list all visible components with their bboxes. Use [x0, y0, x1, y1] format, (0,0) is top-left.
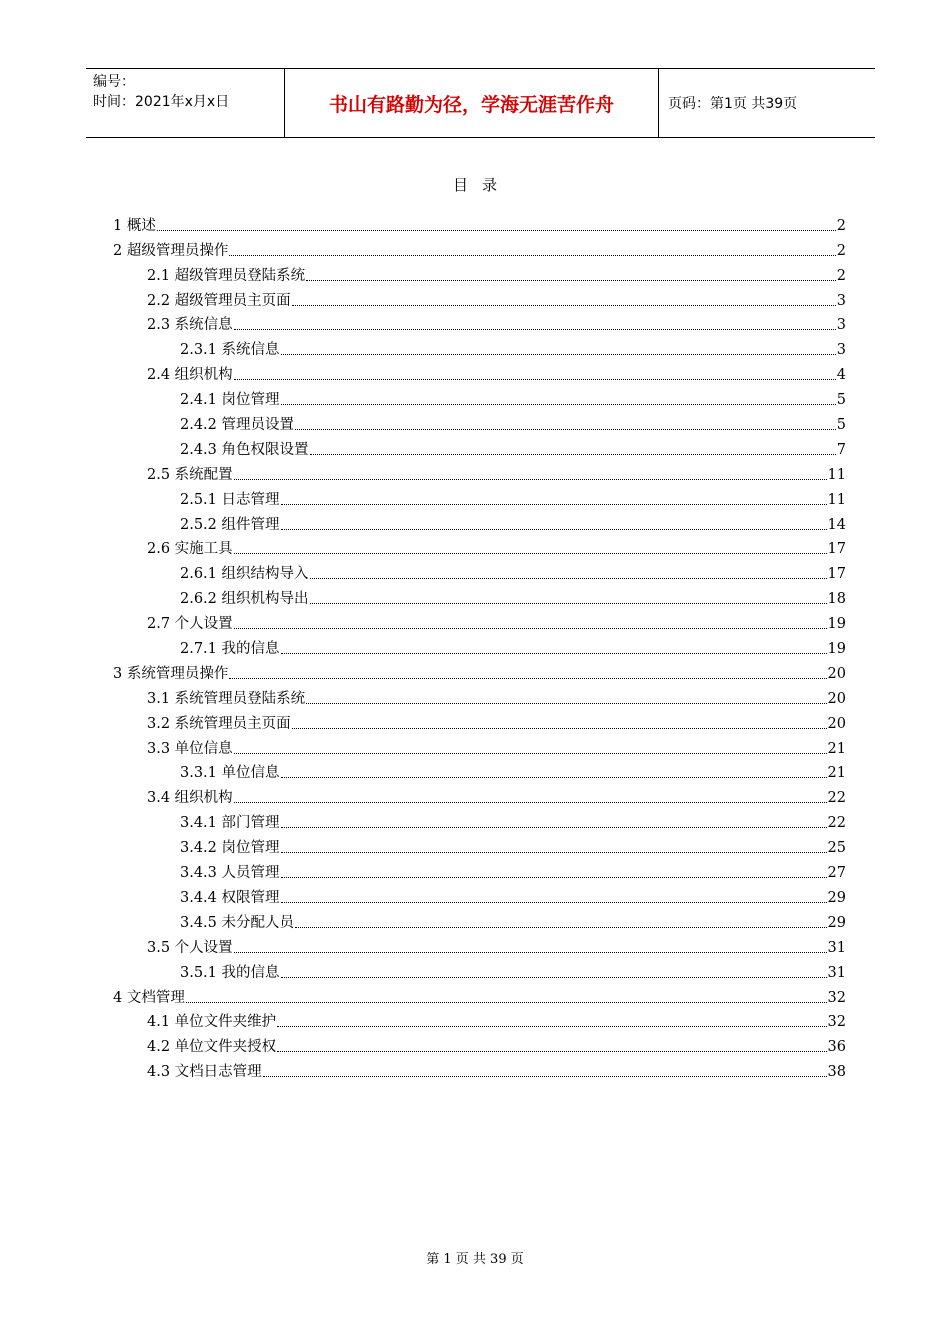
toc-entry[interactable]: [113, 235, 846, 260]
toc-entry[interactable]: [113, 683, 846, 708]
toc-leader-dots: [281, 777, 827, 778]
toc-entry[interactable]: [113, 782, 846, 807]
toc-entry-page: 38: [827, 1064, 846, 1081]
toc-entry-label: 4.3 文档日志管理: [147, 1064, 262, 1081]
toc-leader-dots: [277, 1051, 826, 1052]
page-footer: 第 1 页 共 39 页: [426, 1252, 524, 1267]
toc-leader-dots: [281, 404, 836, 405]
toc-entry-page: 32: [827, 1014, 846, 1031]
toc-entry-label: 4.1 单位文件夹维护: [147, 1014, 277, 1031]
header-info-cell: [86, 69, 285, 137]
toc-leader-dots: [234, 479, 827, 480]
toc-entry-page: 17: [827, 566, 846, 583]
toc-entry-page: 14: [827, 516, 846, 533]
toc-entry[interactable]: [113, 1007, 846, 1032]
toc-entry[interactable]: [113, 334, 846, 359]
toc-entry-label: 2.5 系统配置: [147, 466, 233, 483]
toc-entry[interactable]: [113, 1056, 846, 1081]
toc-entry[interactable]: [113, 708, 846, 733]
toc-entry-page: 22: [827, 790, 846, 807]
toc-entry-label: 2.3.1 系统信息: [180, 342, 280, 359]
toc-entry[interactable]: [113, 384, 846, 409]
toc-entry[interactable]: [113, 633, 846, 658]
toc-entry-label: 3.5.1 我的信息: [180, 964, 280, 981]
toc-entry[interactable]: [113, 1031, 846, 1056]
toc-entry[interactable]: [113, 558, 846, 583]
toc-leader-dots: [306, 280, 836, 281]
toc-entry-label: 1 概述: [113, 217, 156, 234]
toc-entry-page: 21: [827, 765, 846, 782]
toc-leader-dots: [277, 1026, 826, 1027]
toc-entry-label: 2.4.2 管理员设置: [180, 417, 295, 434]
toc-leader-dots: [229, 255, 835, 256]
toc-entry-page: 29: [827, 914, 846, 931]
toc-entry-page: 3: [836, 292, 846, 309]
toc-entry-label: 2.5.1 日志管理: [180, 491, 280, 508]
toc-entry-label: 3.3 单位信息: [147, 740, 233, 757]
toc-leader-dots: [234, 553, 827, 554]
toc-entry-page: 18: [827, 591, 846, 608]
toc-leader-dots: [281, 529, 827, 530]
toc-entry[interactable]: [113, 882, 846, 907]
toc-leader-dots: [281, 504, 827, 505]
toc-leader-dots: [234, 952, 827, 953]
toc-entry-page: 5: [836, 417, 846, 434]
toc-leader-dots: [234, 329, 836, 330]
toc-entry-label: 3.4.5 未分配人员: [180, 914, 295, 931]
toc-entry-page: 31: [827, 939, 846, 956]
toc-leader-dots: [186, 1002, 827, 1003]
toc-leader-dots: [157, 230, 836, 231]
toc-leader-dots: [281, 827, 827, 828]
header-page-label: 页码：第1页 共39页: [668, 96, 798, 112]
toc-entry[interactable]: [113, 982, 846, 1007]
toc-entry-page: 2: [836, 242, 846, 259]
toc-entry-page: 3: [836, 342, 846, 359]
toc-leader-dots: [281, 852, 827, 853]
toc-entry[interactable]: [113, 733, 846, 758]
toc-title: 目录: [452, 176, 511, 194]
toc-leader-dots: [295, 429, 836, 430]
toc-entry-label: 2.7.1 我的信息: [180, 641, 280, 658]
toc-entry-label: 3.1 系统管理员登陆系统: [147, 690, 306, 707]
toc-entry-page: 5: [836, 392, 846, 409]
toc-entry[interactable]: [113, 957, 846, 982]
toc-entry-page: 22: [827, 815, 846, 832]
toc-entry-page: 27: [827, 865, 846, 882]
toc-leader-dots: [229, 678, 826, 679]
toc-leader-dots: [310, 454, 836, 455]
toc-entry[interactable]: [113, 932, 846, 957]
toc-entry-label: 2.3 系统信息: [147, 317, 233, 334]
toc-entry[interactable]: [113, 260, 846, 285]
toc-entry[interactable]: [113, 907, 846, 932]
toc-entry-label: 2.4.3 角色权限设置: [180, 441, 309, 458]
toc-entry-label: 3.4 组织机构: [147, 790, 233, 807]
toc-entry-page: 36: [827, 1039, 846, 1056]
toc-leader-dots: [281, 877, 827, 878]
toc-entry[interactable]: [113, 658, 846, 683]
toc-entry-page: 4: [836, 367, 846, 384]
toc-entry-page: 11: [827, 466, 846, 483]
toc-entry-page: 31: [827, 964, 846, 981]
toc-entry-page: 11: [827, 491, 846, 508]
toc-leader-dots: [281, 653, 827, 654]
toc-entry-page: 21: [827, 740, 846, 757]
toc-entry-label: 3.3.1 单位信息: [180, 765, 280, 782]
toc-leader-dots: [281, 902, 827, 903]
toc-entry[interactable]: [113, 310, 846, 335]
toc-entry[interactable]: [113, 583, 846, 608]
toc-entry-page: 20: [827, 690, 846, 707]
page-header: [86, 68, 875, 138]
toc-entry-page: 19: [827, 641, 846, 658]
toc-leader-dots: [234, 802, 827, 803]
toc-leader-dots: [234, 753, 827, 754]
toc-entry-label: 2.7 个人设置: [147, 616, 233, 633]
toc-entry-page: 3: [836, 317, 846, 334]
toc-entry-label: 3.4.3 人员管理: [180, 865, 280, 882]
toc-entry-page: 7: [836, 441, 846, 458]
toc-entry-label: 4.2 单位文件夹授权: [147, 1039, 277, 1056]
toc-entry-label: 3 系统管理员操作: [113, 665, 229, 682]
toc-entry[interactable]: [113, 359, 846, 384]
document-number-label: 编号：: [93, 74, 135, 90]
toc-entry-label: 2.6 实施工具: [147, 541, 233, 558]
toc-entry-label: 3.4.2 岗位管理: [180, 840, 280, 857]
toc-leader-dots: [281, 977, 827, 978]
toc-entry-label: 3.4.4 权限管理: [180, 889, 280, 906]
toc-entry-page: 17: [827, 541, 846, 558]
toc-entry-label: 2.2 超级管理员主页面: [147, 292, 291, 309]
toc-entry-page: 20: [827, 715, 846, 732]
toc-leader-dots: [310, 578, 827, 579]
toc-entry[interactable]: [113, 534, 846, 559]
toc-entry-label: 4 文档管理: [113, 989, 185, 1006]
document-time-label: 时间：2021年x月x日: [93, 94, 230, 110]
toc-entry-label: 2.4 组织机构: [147, 367, 233, 384]
toc-entry[interactable]: [113, 509, 846, 534]
toc-entry-page: 2: [836, 267, 846, 284]
toc-entry-label: 2 超级管理员操作: [113, 242, 229, 259]
toc-entry-page: 29: [827, 889, 846, 906]
toc-entry-label: 3.2 系统管理员主页面: [147, 715, 291, 732]
header-motto: 书山有路勤为径，学海无涯苦作舟: [285, 69, 659, 137]
toc-entry-page: 19: [827, 616, 846, 633]
table-of-contents: [113, 210, 846, 1081]
toc-entry-label: 2.6.2 组织机构导出: [180, 591, 309, 608]
toc-entry[interactable]: [113, 832, 846, 857]
toc-leader-dots: [292, 728, 827, 729]
toc-entry-label: 3.5 个人设置: [147, 939, 233, 956]
toc-entry-page: 32: [827, 989, 846, 1006]
toc-entry-page: 2: [836, 217, 846, 234]
toc-entry[interactable]: [113, 608, 846, 633]
toc-entry[interactable]: [113, 434, 846, 459]
toc-leader-dots: [263, 1076, 827, 1077]
toc-entry-page: 25: [827, 840, 846, 857]
toc-entry-label: 3.4.1 部门管理: [180, 815, 280, 832]
toc-leader-dots: [310, 603, 827, 604]
toc-entry[interactable]: [113, 857, 846, 882]
toc-entry[interactable]: [113, 807, 846, 832]
toc-entry[interactable]: [113, 484, 846, 509]
toc-leader-dots: [234, 379, 836, 380]
toc-leader-dots: [292, 305, 836, 306]
toc-entry[interactable]: [113, 210, 846, 235]
toc-entry-label: 2.5.2 组件管理: [180, 516, 280, 533]
toc-leader-dots: [234, 628, 827, 629]
toc-entry[interactable]: [113, 758, 846, 783]
toc-entry-label: 2.1 超级管理员登陆系统: [147, 267, 306, 284]
toc-entry-label: 2.6.1 组织结构导入: [180, 566, 309, 583]
toc-entry-label: 2.4.1 岗位管理: [180, 392, 280, 409]
toc-entry-page: 20: [827, 665, 846, 682]
toc-leader-dots: [281, 354, 836, 355]
toc-leader-dots: [295, 927, 827, 928]
toc-entry[interactable]: [113, 459, 846, 484]
toc-entry[interactable]: [113, 285, 846, 310]
toc-entry[interactable]: [113, 409, 846, 434]
toc-leader-dots: [306, 703, 826, 704]
